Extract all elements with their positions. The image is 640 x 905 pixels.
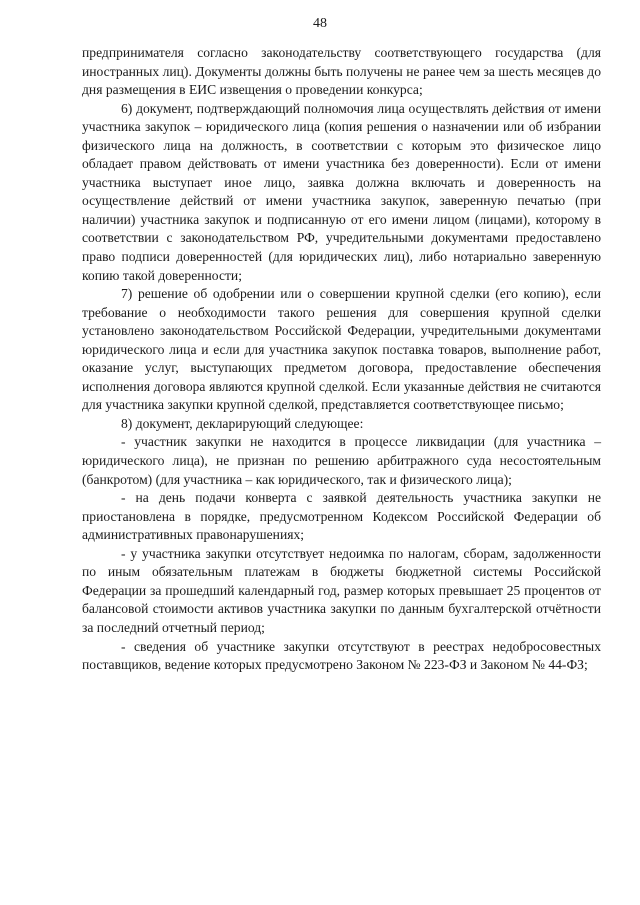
paragraph-continuation: предпринимателя согласно законодательству соответствующего государства (для иностранных лиц). Документы должны быть получены не ранее чем за шесть месяцев до дня размещения в ЕИС извещения о проведении конкурса;	[82, 45, 601, 98]
declaration-not-in-registry: - сведения об участнике закупки отсутствуют в реестрах недобросовестных поставщиков, ведение которых предусмотрено Законом № 223-ФЗ и Законом № 44-ФЗ;	[82, 638, 601, 673]
paragraph-item-8-declaration: 8) документ, декларирующий следующее:	[121, 415, 364, 431]
document-body	[82, 44, 601, 675]
declaration-no-tax-arrears: - у участника закупки отсутствует недоимка по налогам, сборам, задолженности по иным обязательным платежам в бюджеты бюджетной системы Российской Федерации за прошедший календарный год, размер которых превышает 25 процентов от балансовой стоимости активов участника закупки по данным бухгалтерской отчётности за последний отчетный период;	[82, 545, 601, 635]
page-number: 48	[313, 16, 327, 31]
paragraph-item-7-major-transaction: 7) решение об одобрении или о совершении крупной сделки (его копию), если требование о необходимости такого решения для совершения крупной сделки установлено законодательством Российской Федерации, учредительными документами юридического лица и если для участника закупок поставка товаров, выполнение работ, оказание услуг, выступающих предметом договора, предоставление обеспечения исполнения договора являются крупной сделкой. Если указанные действия не считаются для участника закупки крупной сделкой, представляется соответствующее письмо;	[82, 286, 601, 413]
declaration-liquidation: - участник закупки не находится в процессе ликвидации (для участника – юридического лица), не признан по решению арбитражного суда несостоятельным (банкротом) (для участника – как юридического, так и физического лица);	[82, 434, 601, 487]
paragraph-item-6-authority-document: 6) документ, подтверждающий полномочия лица осуществлять действия от имени участника закупок – юридического лица (копия решения о назначении или об избрании физического лица на должность, в соответствии с которым это физическое лицо обладает правом действовать от имени участника без доверенности). Если от имени участника выступает иное лицо, заявка должна включать и доверенность на осуществление действий от имени участника закупок, заверенную печатью (при наличии) участника закупок и подписанную от его имени лицом (лицами), которому в соответствии с законодательством РФ, учредительными документами предоставлено право подписи доверенностей (для юридических лиц), либо нотариально заверенную копию такой доверенности;	[82, 100, 601, 283]
declaration-activity-not-suspended: - на день подачи конверта с заявкой деятельность участника закупки не приостановлена в порядке, предусмотренном Кодексом Российской Федерации об административных правонарушениях;	[82, 490, 601, 543]
